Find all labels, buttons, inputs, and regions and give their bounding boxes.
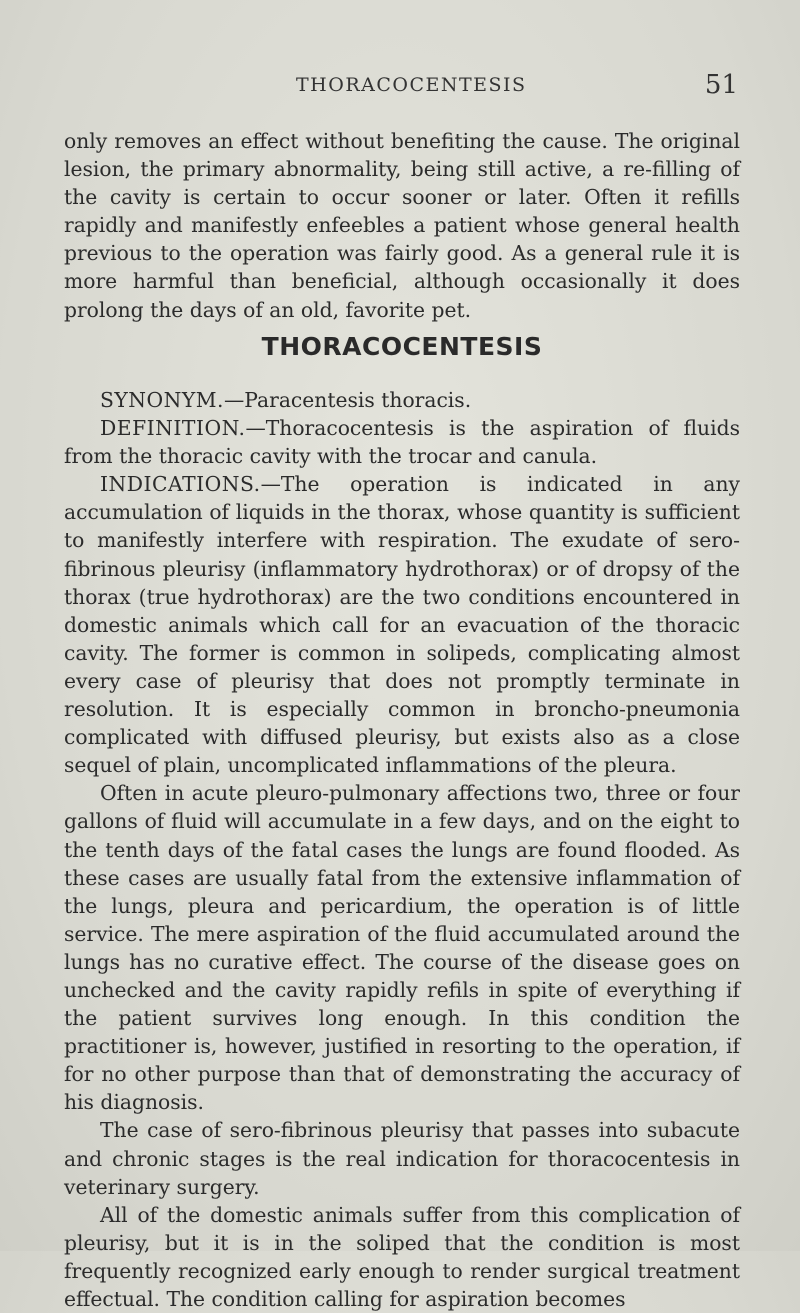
section-heading: THORACOCENTESIS [261,332,543,361]
indications-term: INDICATIONS. [100,472,261,497]
indications-text: —The operation is indicated in any accumulation of liquids in the thorax, whose quantity is sufficient to manifestly interfere with respiration. The exudate of sero-fibrinous pleurisy (inflammatory hydrothorax) or of dropsy of the thorax (true hydrothorax) are the two conditions encountered in domestic animals which call for an evacuation of the thoracic cavity. The former is common in solipeds, complicating almost every case of pleurisy that does not promptly terminate in resolution. It is especially common in broncho-pneumonia complicated with diffused pleurisy, but exists also as a close sequel of plain, uncomplicated inflammations of the pleura. [64,472,740,778]
definition-term: DEFINITION. [100,416,246,441]
synonym-term: SYNONYM. [100,388,225,412]
definition-paragraph [64,414,740,470]
synonym-text: —Paracentesis thoracis. [224,388,472,412]
running-head [64,70,738,104]
body-paragraph: All of the domestic animals suffer from this complication of pleurisy, but it is in the soliped that the condition is most frequently recognized early enough to render surgical treatment effectual. The condition calling for aspiration becomes [64,1202,740,1311]
definition-text: —Thoracocentesis is the aspiration of fluids from the thoracic cavity with the trocar and canula. [64,416,740,469]
intro-paragraph: only removes an effect without benefiting the cause. The original lesion, the primary abnormality, being still active, a re-filling of the cavity is certain to occur sooner or later. Often it refills rapidly and manifestly enfeebles a patient whose general health previous to the operation was fairly good. As a general rule it is more harmful than beneficial, although occasionally it does prolong the days of an old, favorite pet. [64,129,740,322]
section-body [64,386,740,1313]
page-number: 51 [704,70,738,100]
indications-paragraph [64,470,740,779]
body-paragraph: The case of sero-fibrinous pleurisy that passes into subacute and chronic stages is the real indication for thoracocentesis in veterinary surgery. [64,1118,740,1199]
body-paragraph: Often in acute pleuro-pulmonary affections two, three or four gallons of fluid will accumulate in a few days, and on the eight to the tenth days of the fatal cases the lungs are found flooded. As these cases are usually fatal from the extensive inflammation of the lungs, pleura and pericardium, the operation is of little service. The mere aspiration of the fluid accumulated around the lungs has no curative effect. The course of the disease goes on unchecked and the cavity rapidly refils in spite of everything if the patient survives long enough. In this condition the practitioner is, however, justified in resorting to the operation, if for no other purpose than that of demonstrating the accuracy of his diagnosis. [64,781,740,1115]
intro-text-block [64,127,740,324]
synonym-paragraph [64,386,740,414]
running-title: THORACOCENTESIS [296,74,527,96]
